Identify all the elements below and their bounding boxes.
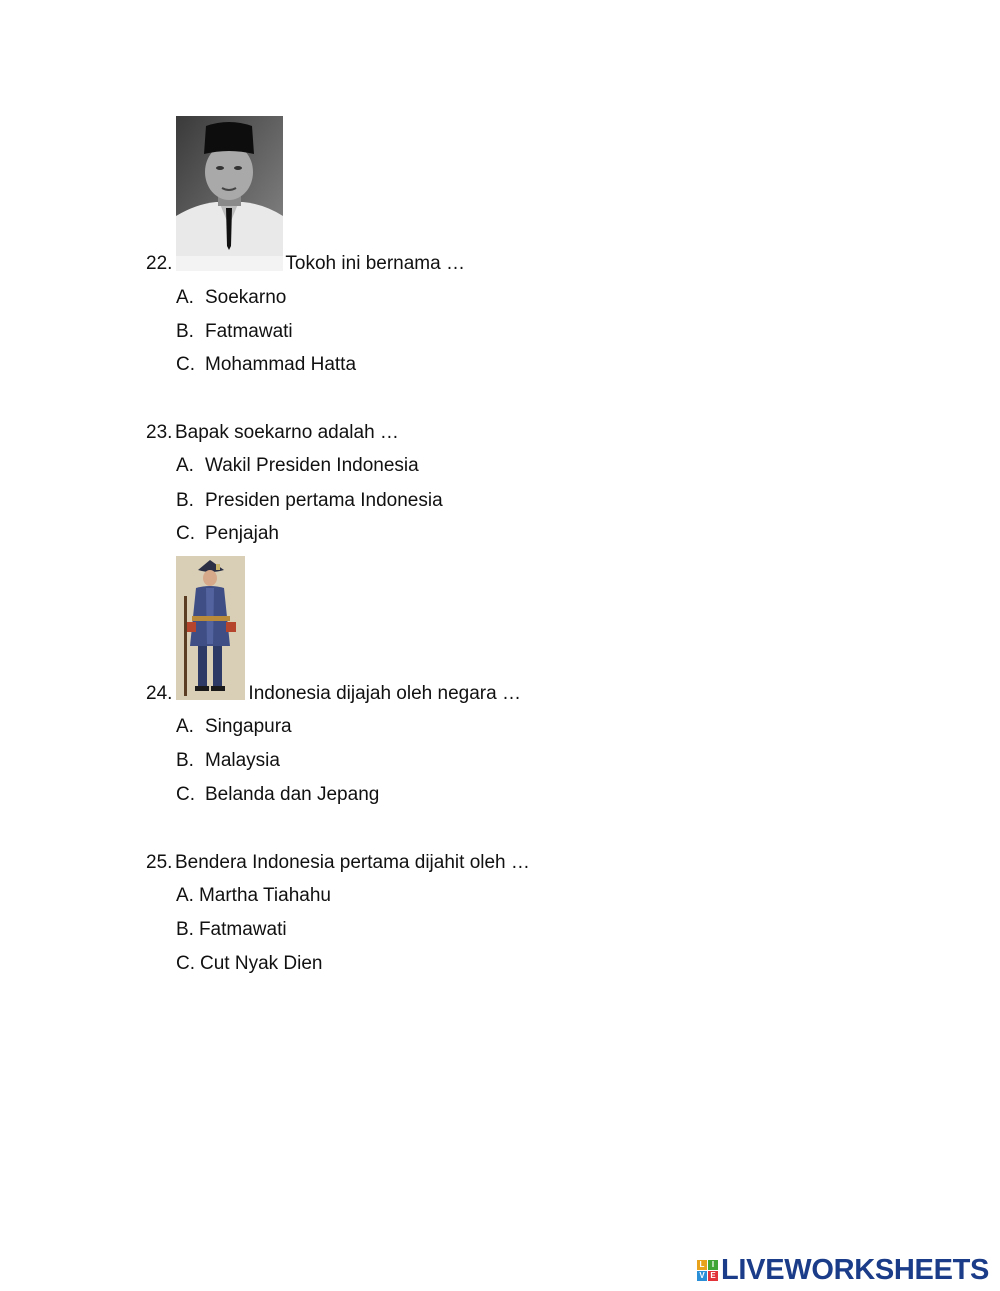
question-22 <box>146 253 465 275</box>
option-letter: B. <box>176 321 194 342</box>
option-text: Soekarno <box>205 287 287 308</box>
option-text: Wakil Presiden Indonesia <box>205 455 419 476</box>
question-25 <box>146 852 530 874</box>
question-number: 22. <box>146 253 173 274</box>
question-23 <box>146 422 399 444</box>
colonial-soldier-image <box>176 556 245 700</box>
option-22-a[interactable] <box>176 287 286 309</box>
option-24-a[interactable] <box>176 716 292 738</box>
question-number: 23. <box>146 422 173 443</box>
liveworksheets-logo <box>697 1254 989 1287</box>
option-22-b[interactable] <box>176 321 293 343</box>
option-text: Presiden pertama Indonesia <box>205 490 443 511</box>
logo-block-e: E <box>708 1271 718 1281</box>
option-letter: B. <box>176 750 194 771</box>
question-text: Bendera Indonesia pertama dijahit oleh … <box>175 852 530 873</box>
option-text: Malaysia <box>205 750 280 771</box>
question-text: Tokoh ini bernama … <box>285 253 465 274</box>
option-text: Fatmawati <box>198 919 287 940</box>
option-letter: C. <box>176 784 195 805</box>
option-letter: A. <box>176 885 194 906</box>
option-24-c[interactable] <box>176 784 379 806</box>
option-text: Martha Tiahahu <box>198 885 331 906</box>
logo-text: LIVEWORKSHEETS <box>721 1254 990 1286</box>
logo-blocks-icon <box>697 1260 718 1281</box>
logo-block-v: V <box>697 1271 707 1281</box>
option-letter: A. <box>176 455 194 476</box>
option-letter: B. <box>176 490 194 511</box>
logo-block-l: L <box>697 1260 707 1270</box>
question-number: 24. <box>146 683 173 704</box>
option-23-b[interactable] <box>176 490 443 512</box>
option-letter: C. <box>176 523 195 544</box>
option-letter: A. <box>176 716 194 737</box>
option-23-c[interactable] <box>176 523 279 545</box>
option-text: Singapura <box>205 716 292 737</box>
option-text: Fatmawati <box>205 321 293 342</box>
question-number: 25. <box>146 852 173 873</box>
logo-block-i: I <box>708 1260 718 1270</box>
option-text: Cut Nyak Dien <box>200 953 323 974</box>
option-text: Penjajah <box>205 523 279 544</box>
option-letter: A. <box>176 287 194 308</box>
option-25-b[interactable] <box>176 919 287 941</box>
question-text: Indonesia dijajah oleh negara … <box>248 683 521 704</box>
option-letter: C. <box>176 953 195 974</box>
option-letter: B. <box>176 919 194 940</box>
option-text: Belanda dan Jepang <box>205 784 380 805</box>
question-24 <box>146 683 521 705</box>
option-letter: C. <box>176 354 195 375</box>
option-25-a[interactable] <box>176 885 331 907</box>
option-23-a[interactable] <box>176 455 419 477</box>
option-25-c[interactable] <box>176 953 323 975</box>
soekarno-portrait-image <box>176 116 283 271</box>
question-text: Bapak soekarno adalah … <box>175 422 399 443</box>
option-24-b[interactable] <box>176 750 280 772</box>
option-text: Mohammad Hatta <box>205 354 357 375</box>
option-22-c[interactable] <box>176 354 356 376</box>
